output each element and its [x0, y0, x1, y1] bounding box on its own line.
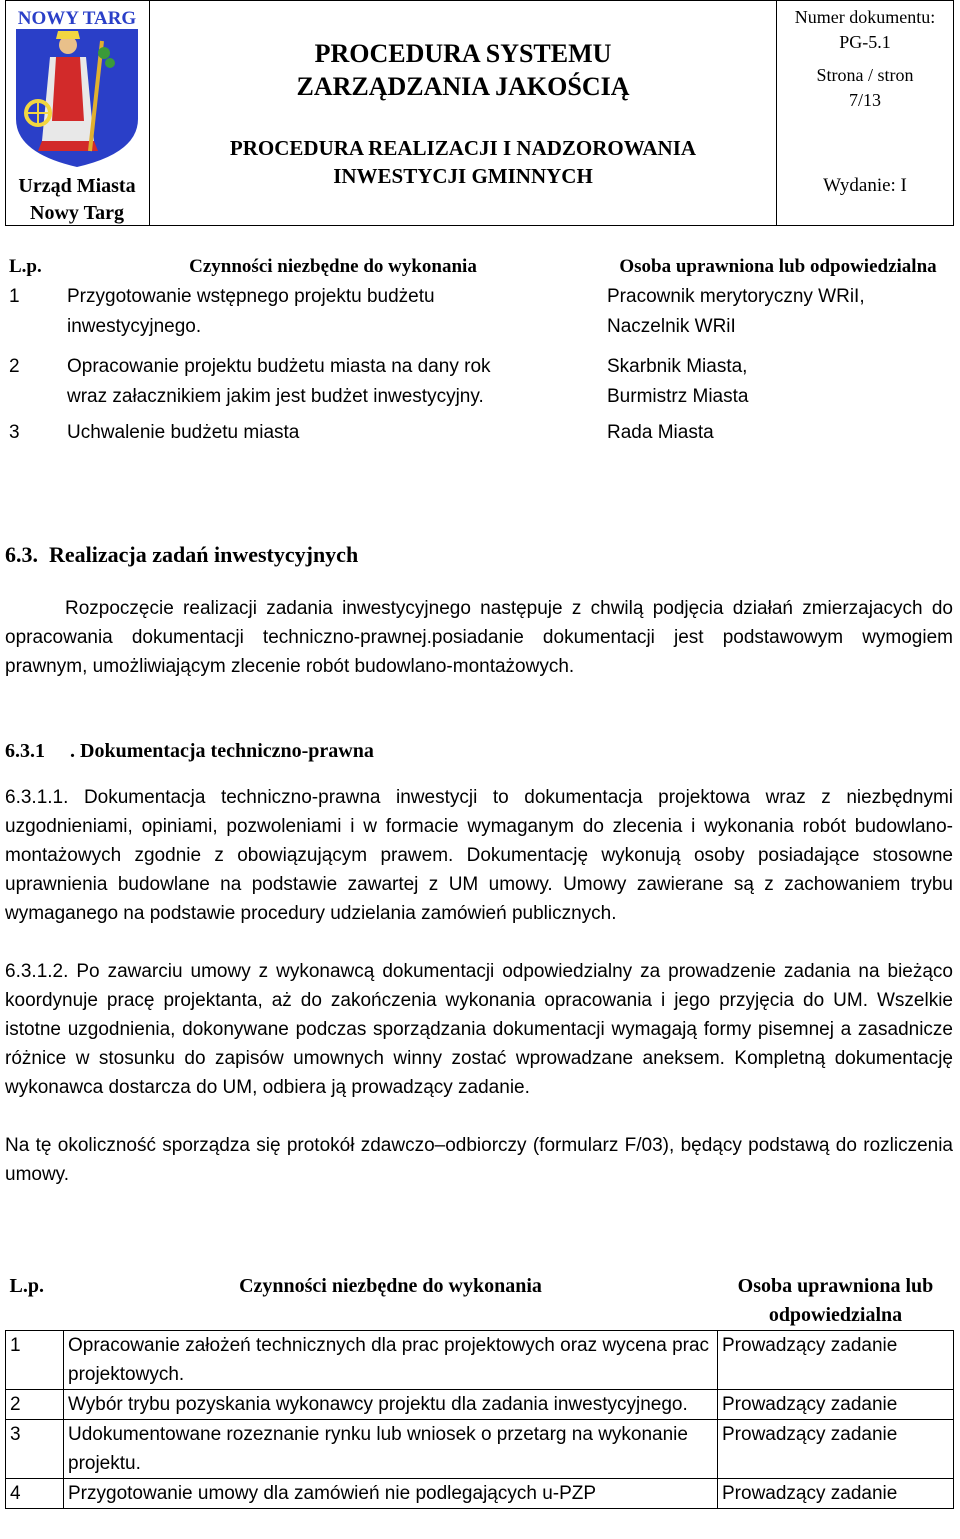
table-row [6, 1479, 954, 1509]
table-header-row [5, 252, 953, 282]
row-person: Prowadzący zadanie [718, 1479, 954, 1509]
row-person [603, 342, 953, 412]
row-task-line: inwestycyjnego. [67, 316, 202, 337]
section-number: 6.3. [5, 542, 38, 567]
header-responsible: Osoba uprawniona lub odpowiedzialna [737, 1275, 934, 1326]
table-row [5, 282, 953, 342]
row-person-line: Skarbnik Miasta, [607, 356, 748, 377]
procedure-title-line-2: ZARZĄDZANIA JAKOŚCIĄ [296, 71, 630, 101]
documentation-steps-table [5, 1272, 954, 1509]
paragraph-protocol: Na tę okoliczność sporządza się protokół zdawczo–odbiorczy (formularz F/03), będący podstawą do rozliczenia umowy. [5, 1135, 953, 1185]
row-number: 4 [6, 1479, 64, 1509]
row-number: 3 [6, 1420, 64, 1479]
row-number: 1 [6, 1331, 64, 1390]
procedure-subtitle-line-1: PROCEDURA REALIZACJI I NADZOROWANIA [229, 135, 697, 160]
row-task: Opracowanie założeń technicznych dla prac projektowych oraz wycena prac projektowych. [64, 1331, 718, 1390]
row-person: Prowadzący zadanie [718, 1420, 954, 1479]
document-meta-cell [777, 1, 954, 226]
document-header [5, 0, 954, 226]
procedure-title-line-1: PROCEDURA SYSTEMU [314, 38, 612, 68]
row-task: Uchwalenie budżetu miasta [67, 422, 300, 443]
office-line-2: Nowy Targ [30, 202, 124, 224]
row-person: Rada Miasta [607, 422, 714, 443]
section-intro-paragraph: Rozpoczęcie realizacji zadania inwestycyjnego następuje z chwilą podjęcia działań zmierzajacych do opracowania dokumentacji techniczno-prawnej.posiadanie dokumentacji jest podstawowym wymogiem prawnym, umożliwiającym zlecenie robót budowlano-montażowych. [5, 598, 953, 677]
section-heading-6-3-1 [5, 740, 374, 763]
table-row [6, 1420, 954, 1479]
page-value: 7/13 [848, 90, 881, 110]
page-label: Strona / stron [816, 65, 914, 85]
section-heading-6-3 [5, 542, 358, 568]
row-number: 3 [9, 422, 20, 443]
row-number: 2 [6, 1390, 64, 1420]
logo-caption: NOWY TARG [17, 8, 137, 29]
title-cell [150, 1, 777, 226]
nowy-targ-coat-of-arms [6, 1, 148, 171]
paragraph-6-3-1-1: 6.3.1.1. Dokumentacja techniczno-prawna inwestycji to dokumentacja projektowa wraz z niezbędnymi uzgodnieniami, opiniami, pozwoleniami i w formacie wymaganym do zlecenia i wykonania robót budowlano-montażowych zgodnie z obowiązującym prawem. Dokumentację wykonują osoby posiadające stosowne uprawnienia budowlane na podstawie zawartej z UM umowy. Umowy zawierane są z zachowaniem trybu wymaganego na podstawie procedury udzielania zamówień publicznych. [5, 787, 953, 924]
row-number: 2 [9, 356, 20, 377]
row-task-line: wraz załacznikiem jakim jest budżet inwestycyjny. [67, 386, 484, 407]
row-person: Prowadzący zadanie [718, 1390, 954, 1420]
row-number: 1 [9, 286, 20, 307]
row-task-line: Przygotowanie wstępnego projektu budżetu [67, 286, 435, 307]
table-header-row [6, 1272, 954, 1331]
doc-number-label: Numer dokumentu: [794, 7, 936, 27]
section-number: 6.3.1 [5, 740, 45, 762]
office-line-1: Urząd Miasta [18, 175, 136, 197]
section-title: . Dokumentacja techniczno-prawna [70, 740, 374, 762]
row-person-line: Burmistrz Miasta [607, 386, 749, 407]
row-person: Prowadzący zadanie [718, 1331, 954, 1390]
budget-steps-table [5, 252, 953, 448]
table-row [5, 412, 953, 448]
row-person-line: Naczelnik WRiI [607, 316, 736, 337]
table-row [6, 1390, 954, 1420]
row-task [63, 282, 603, 342]
row-task [63, 342, 603, 412]
row-task-line: Opracowanie projektu budżetu miasta na dany rok [67, 356, 491, 377]
row-task: Przygotowanie umowy dla zamówień nie podlegających u-PZP [64, 1479, 718, 1509]
edition: Wydanie: I [823, 175, 907, 196]
row-person-line: Pracownik merytoryczny WRiI, [607, 286, 865, 307]
procedure-subtitle-line-2: INWESTYCJI GMINNYCH [333, 163, 593, 188]
header-responsible: Osoba uprawniona lub odpowiedzialna [619, 256, 937, 277]
section-title: Realizacja zadań inwestycyjnych [49, 542, 359, 567]
header-lp: L.p. [9, 256, 42, 277]
header-lp: L.p. [9, 1275, 44, 1297]
row-task: Wybór trybu pozyskania wykonawcy projektu dla zadania inwestycyjnego. [64, 1390, 718, 1420]
header-tasks: Czynności niezbędne do wykonania [189, 256, 477, 277]
header-tasks: Czynności niezbędne do wykonania [239, 1275, 542, 1297]
table-row [5, 342, 953, 412]
logo-cell [6, 1, 150, 226]
doc-number: PG-5.1 [839, 32, 891, 52]
table-row [6, 1331, 954, 1390]
office-name [6, 173, 148, 227]
row-person [603, 282, 953, 342]
row-task: Udokumentowane rozeznanie rynku lub wniosek o przetarg na wykonanie projektu. [64, 1420, 718, 1479]
paragraph-6-3-1-2: 6.3.1.2. Po zawarciu umowy z wykonawcą dokumentacji odpowiedzialny za prowadzenie zadania na bieżąco koordynuje pracę projektanta, aż do zakończenia wykonania opracowania i jego przyjęcia do UM. Wszelkie istotne uzgodnienia, dokonywane podczas sporządzania dokumentacji wymagają formy pisemnej a zasadnicze różnice w stosunku do zapisów umownych winny zostać wprowadzane aneksem. Kompletną dokumentację wykonawca dostarcza do UM, odbiera ją prowadzący zadanie. [5, 961, 953, 1098]
